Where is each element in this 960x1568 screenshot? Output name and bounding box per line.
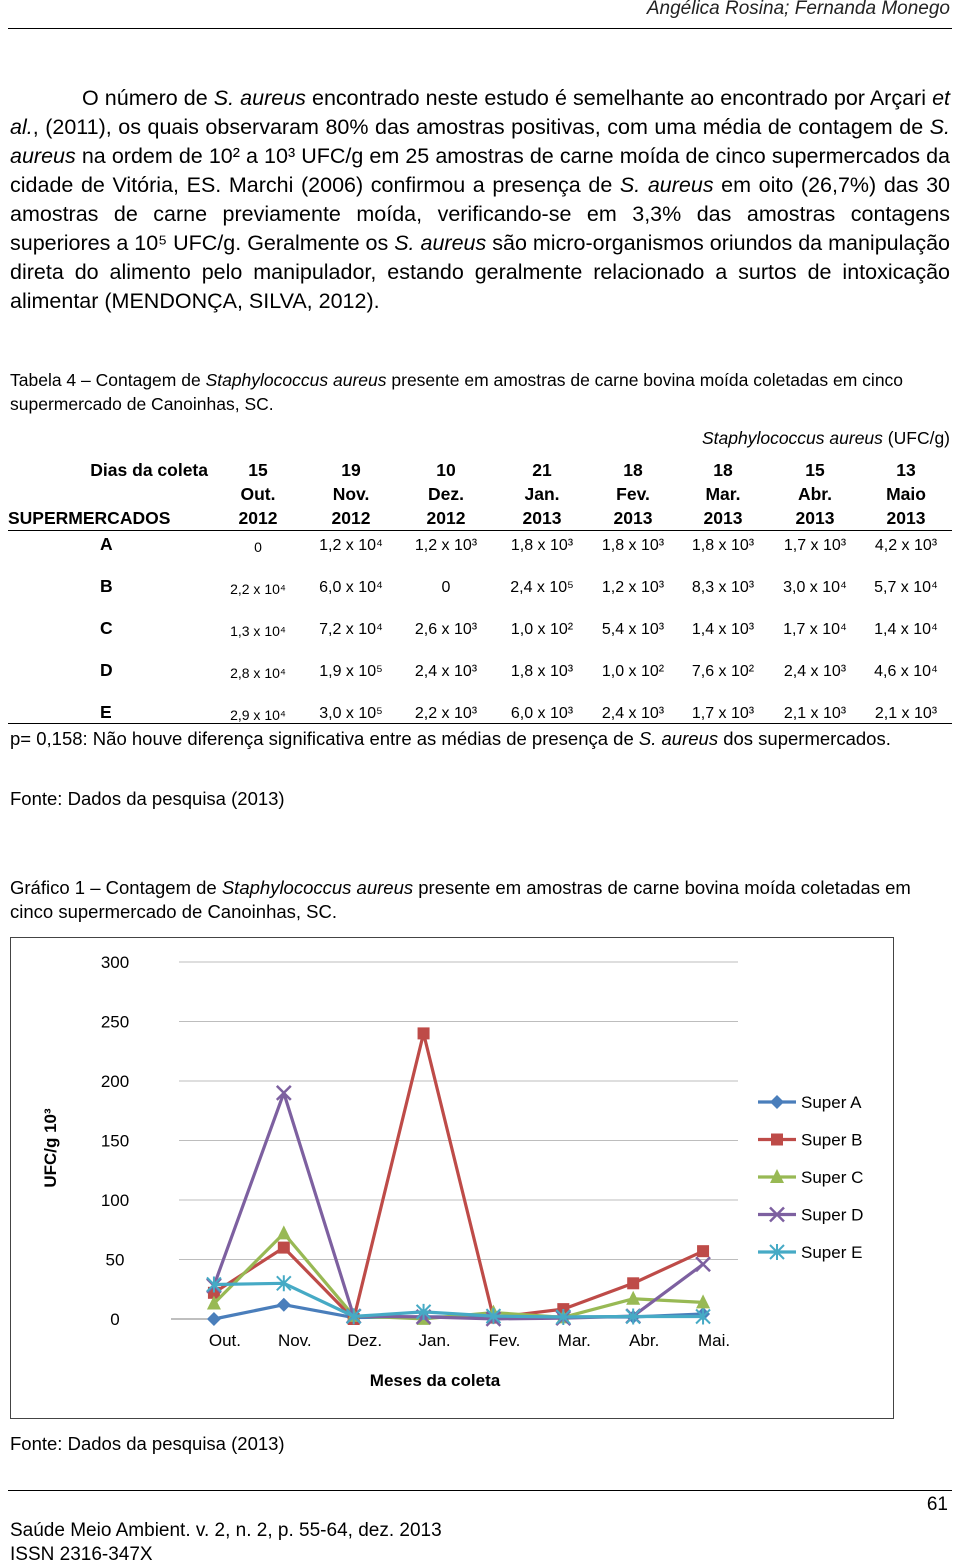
- legend-label: Super C: [801, 1168, 864, 1187]
- column-header-day: 13: [896, 460, 916, 480]
- y-tick-label: 300: [100, 953, 130, 972]
- table-cell: 6,0 x 10⁴: [319, 579, 383, 596]
- y-tick-label: 200: [100, 1072, 130, 1091]
- legend-label: Super D: [801, 1205, 864, 1225]
- table-unit-species: Staphylococcus aureus: [701, 428, 883, 448]
- table-row: [8, 555, 952, 597]
- table-cell: 2,4 x 10³: [414, 663, 478, 680]
- column-header-month: Abr.: [797, 484, 833, 504]
- data-point: [207, 1312, 221, 1326]
- table-cell: 2,6 x 10³: [414, 621, 478, 638]
- table-cell: 1,4 x 10³: [691, 621, 755, 638]
- row-label: E: [8, 681, 212, 724]
- table-cell: 2,4 x 10³: [590, 681, 676, 724]
- legend-label: Super A: [801, 1093, 862, 1112]
- figure-caption-species: Staphylococcus aureus: [221, 877, 414, 898]
- column-header-day: 18: [713, 460, 733, 480]
- figure-caption: [10, 876, 950, 924]
- column-header-month: Mar.: [705, 484, 741, 504]
- table-cell: 2,2 x 10⁴: [230, 581, 286, 597]
- chart-frame: [10, 937, 894, 1419]
- paragraph-species-name: S. aureus: [213, 86, 306, 110]
- table-caption-species: Staphylococcus aureus: [205, 370, 387, 390]
- supermarkets-header: SUPERMERCADOS: [8, 506, 212, 531]
- line-chart: [11, 938, 893, 1418]
- table-cell: 5,4 x 10³: [601, 621, 665, 638]
- table-cell: 2,4 x 10⁵: [510, 579, 574, 596]
- row-label: A: [100, 534, 113, 554]
- legend-swatch-marker: [771, 1134, 783, 1146]
- table-unit-label: [702, 428, 950, 449]
- column-header-year: 2012: [398, 506, 494, 531]
- column-header-month: Maio: [886, 484, 926, 504]
- column-header-month: Nov.: [332, 484, 370, 504]
- table-cell: 1,4 x 10⁴: [874, 621, 938, 638]
- x-tick-label: Jan.: [418, 1331, 451, 1350]
- row-label: D: [100, 660, 113, 680]
- column-header-day: 15: [805, 460, 825, 480]
- table-cell: 1,7 x 10³: [676, 681, 770, 724]
- x-tick-label: Dez.: [347, 1331, 383, 1350]
- x-tick-label: Fev.: [488, 1331, 521, 1350]
- column-header-year: 2013: [860, 506, 952, 531]
- table-cell: 2,1 x 10³: [860, 681, 952, 724]
- y-axis-title: UFC/g 10³: [41, 1108, 60, 1188]
- column-header-month: Jan.: [524, 484, 560, 504]
- table-cell: 1,0 x 10²: [601, 663, 665, 680]
- row-label: C: [100, 618, 113, 638]
- table-cell: 1,2 x 10³: [601, 579, 665, 596]
- table-note-suffix: dos supermercados.: [718, 728, 891, 749]
- header-divider: [8, 28, 952, 29]
- table-unit-suffix: (UFC/g): [882, 428, 950, 448]
- table-row: [8, 681, 952, 724]
- y-tick-label: 100: [100, 1191, 130, 1210]
- table-note-prefix: p= 0,158: Não houve diferença significativa entre as médias de presença de: [10, 728, 639, 749]
- paragraph-segment: , (2011), os quais observaram 80% das amostras positivas, com uma média de contagem de: [32, 115, 930, 139]
- x-tick-label: Mai.: [698, 1331, 731, 1350]
- legend-label: Super E: [801, 1243, 863, 1262]
- table-cell: 3,0 x 10⁴: [783, 579, 847, 596]
- y-tick-label: 150: [100, 1131, 130, 1151]
- column-header-day: 18: [623, 460, 643, 480]
- table-cell: 1,7 x 10⁴: [783, 621, 847, 638]
- running-header: Angélica Rosina; Fernanda Monego: [646, 0, 950, 19]
- paragraph-segment: encontrado neste estudo é semelhante ao encontrado por Arçari: [305, 86, 933, 110]
- row-header-label: Dias da coleta: [90, 460, 208, 480]
- table-cell: 2,4 x 10³: [783, 663, 847, 680]
- figure-source: Fonte: Dados da pesquisa (2013): [10, 1433, 285, 1454]
- column-header-day: 19: [341, 460, 361, 480]
- paragraph-segment: O número de: [82, 86, 214, 110]
- paragraph-species-name: S. aureus: [619, 173, 714, 197]
- table-cell: 4,2 x 10³: [874, 537, 938, 554]
- column-header-year: 2012: [304, 506, 398, 531]
- table-cell: 2,2 x 10³: [398, 681, 494, 724]
- table-cell: 0: [441, 579, 451, 596]
- table-caption-suffix: presente em amostras de carne bovina moída coletadas em cinco supermercado de Canoinhas, SC.: [10, 370, 904, 414]
- table-cell: 8,3 x 10³: [691, 579, 755, 596]
- paragraph-species-name: S. aureus: [394, 231, 487, 255]
- table-cell: 2,9 x 10⁴: [212, 681, 304, 724]
- table-cell: 1,3 x 10⁴: [230, 623, 286, 639]
- page-number: 61: [926, 1494, 948, 1515]
- row-header-spacer: [8, 482, 212, 506]
- y-tick-label: 0: [110, 1310, 120, 1329]
- body-paragraph: [10, 84, 950, 316]
- paragraph-segment: na ordem de 10² a 10³ UFC/g em 25 amostras de carne moída de cinco supermercados da cidade de Vitória, ES. Marchi (2006) confirmou a presença de: [10, 144, 950, 197]
- issn: ISSN 2316-347X: [10, 1544, 153, 1565]
- column-header-year: 2013: [770, 506, 860, 531]
- table-cell: 1,0 x 10²: [510, 621, 574, 638]
- column-header-month: Dez.: [428, 484, 464, 504]
- table-cell: 3,0 x 10⁵: [304, 681, 398, 724]
- table-row: [8, 597, 952, 639]
- data-point: [418, 1027, 430, 1039]
- table-cell: 1,2 x 10⁴: [319, 537, 383, 554]
- paragraph-text: [10, 86, 950, 313]
- figure-caption-prefix: Gráfico 1 – Contagem de: [10, 877, 222, 898]
- x-tick-label: Mar.: [557, 1331, 591, 1350]
- x-tick-label: Nov.: [277, 1331, 312, 1350]
- column-header-day: 15: [248, 460, 268, 480]
- table-cell: 1,9 x 10⁵: [319, 663, 383, 680]
- table-cell: 1,8 x 10³: [601, 537, 665, 554]
- data-point: [697, 1245, 709, 1257]
- x-axis-title: Meses da coleta: [369, 1371, 501, 1390]
- footer-divider: [8, 1490, 952, 1491]
- x-tick-label: Out.: [208, 1331, 241, 1350]
- column-header-day: 21: [532, 460, 552, 480]
- table-note-species: S. aureus: [638, 728, 719, 749]
- paragraph-segment: são micro-organismos oriundos da manipulação direta do alimento pelo manipulador, estando geralmente relacionado a surtos de intoxicação alimentar (MENDONÇA, SILVA, 2012).: [10, 231, 951, 313]
- paragraph-segment: em oito (26,7%) das 30 amostras de carne previamente moída, verificando-se em 3,3% das amostras contagens superiores a 10⁵ UFC/g. Geralmente os: [10, 173, 951, 255]
- paragraph-species-name: S. aureus: [10, 115, 950, 168]
- table-cell: 7,6 x 10²: [691, 663, 755, 680]
- table-cell: 2,1 x 10³: [770, 681, 860, 724]
- table-row: [8, 639, 952, 681]
- row-label: B: [100, 576, 113, 596]
- column-header-year: 2013: [494, 506, 590, 531]
- table-cell: 1,7 x 10³: [783, 537, 847, 554]
- x-tick-label: Abr.: [629, 1331, 660, 1350]
- series-line: [214, 1033, 703, 1319]
- data-point: [278, 1242, 290, 1254]
- table-cell: 0: [254, 539, 262, 555]
- column-header-month: Fev.: [616, 484, 650, 504]
- paragraph-species-name: et al.: [10, 86, 951, 139]
- column-header-year: 2013: [590, 506, 676, 531]
- table-source: Fonte: Dados da pesquisa (2013): [10, 788, 285, 809]
- y-tick-label: 50: [105, 1250, 125, 1270]
- table-cell: 4,6 x 10⁴: [874, 663, 938, 680]
- column-header-year: 2013: [676, 506, 770, 531]
- column-header-month: Out.: [240, 484, 276, 504]
- figure-caption-suffix: presente em amostras de carne bovina moída coletadas em cinco supermercado de Canoinhas, SC.: [10, 877, 911, 922]
- table-cell: 6,0 x 10³: [494, 681, 590, 724]
- table-cell: 1,8 x 10³: [510, 663, 574, 680]
- counts-table: [8, 458, 952, 724]
- table-row: [8, 531, 952, 556]
- data-point: [277, 1225, 291, 1239]
- column-header-year: 2012: [212, 506, 304, 531]
- table-cell: 1,2 x 10³: [414, 537, 478, 554]
- table-cell: 7,2 x 10⁴: [319, 621, 383, 638]
- table-cell: 2,8 x 10⁴: [230, 665, 286, 681]
- table-note: [10, 727, 950, 751]
- data-point: [277, 1298, 291, 1312]
- data-point: [627, 1277, 639, 1289]
- column-header-day: 10: [436, 460, 456, 480]
- legend-label: Super B: [801, 1130, 863, 1150]
- y-tick-label: 250: [100, 1012, 130, 1032]
- table-cell: 1,8 x 10³: [510, 537, 574, 554]
- table-caption-prefix: Tabela 4 – Contagem de: [10, 370, 206, 390]
- legend-swatch-marker: [770, 1095, 784, 1109]
- table-cell: 1,8 x 10³: [691, 537, 755, 554]
- table-caption: [10, 368, 950, 416]
- table-cell: 5,7 x 10⁴: [874, 579, 938, 596]
- journal-citation: Saúde Meio Ambient. v. 2, n. 2, p. 55-64, dez. 2013: [10, 1520, 442, 1541]
